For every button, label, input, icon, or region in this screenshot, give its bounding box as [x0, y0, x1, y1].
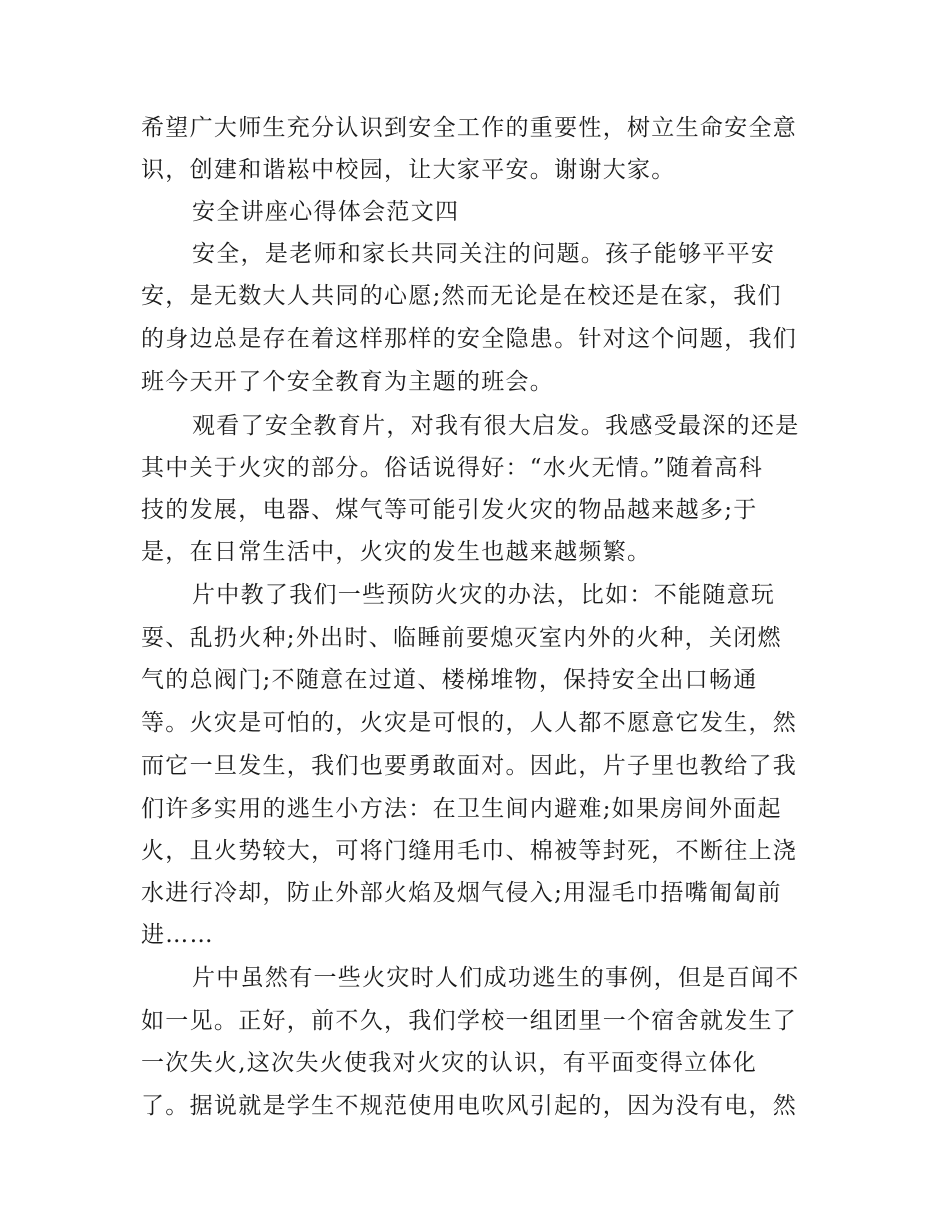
paragraph-line: 班今天开了个安全教育为主题的班会。 [141, 369, 555, 395]
paragraph-line: 一次失火,这次失火使我对火灾的认识，有平面变得立体化 [141, 1050, 758, 1076]
paragraph-line: 其中关于火灾的部分。俗话说得好：“水火无情。”随着高科 [141, 455, 764, 481]
paragraph-line: 火，且火势较大，可将门缝用毛巾、棉被等封死，不断往上浇 [141, 838, 798, 864]
paragraph-line: 气的总阀门;不随意在过道、楼梯堆物，保持安全出口畅通 [141, 667, 758, 693]
paragraph-line: 安全，是老师和家长共同关注的问题。孩子能够平平安 [192, 241, 776, 267]
paragraph-line: 希望广大师生充分认识到安全工作的重要性，树立生命安全意 [141, 115, 798, 141]
paragraph-line: 了。据说就是学生不规范使用电吹风引起的，因为没有电，然 [141, 1093, 798, 1119]
paragraph-line: 而它一旦发生，我们也要勇敢面对。因此，片子里也教给了我 [141, 753, 798, 779]
section-heading: 安全讲座心得体会范文四 [192, 199, 460, 225]
paragraph-line: 耍、乱扔火种;外出时、临睡前要熄灭室内外的火种，关闭燃 [141, 625, 782, 651]
paragraph-line: 水进行冷却，防止外部火焰及烟气侵入;用湿毛巾捂嘴匍匐前 [141, 880, 782, 906]
paragraph-line: 片中虽然有一些火灾时人们成功逃生的事例，但是百闻不 [192, 965, 800, 991]
paragraph-line: 观看了安全教育片，对我有很大启发。我感受最深的还是 [192, 413, 800, 439]
paragraph-line: 等。火灾是可怕的，火灾是可恨的，人人都不愿意它发生，然 [141, 710, 798, 736]
paragraph-line: 的身边总是存在着这样那样的安全隐患。针对这个问题，我们 [141, 326, 798, 352]
paragraph-line: 片中教了我们一些预防火灾的办法，比如：不能随意玩 [192, 582, 776, 608]
paragraph-line: 进…… [141, 922, 214, 948]
paragraph-line: 如一见。正好，前不久，我们学校一组团里一个宿舍就发生了 [141, 1008, 798, 1034]
paragraph-line: 技的发展，电器、煤气等可能引发火灾的物品越来越多;于 [141, 497, 758, 523]
paragraph-line: 安，是无数大人共同的心愿;然而无论是在校还是在家，我们 [141, 283, 782, 309]
paragraph-line: 识，创建和谐崧中校园，让大家平安。谢谢大家。 [141, 157, 676, 183]
paragraph-line: 是，在日常生活中，火灾的发生也越来越频繁。 [141, 539, 652, 565]
paragraph-line: 们许多实用的逃生小方法：在卫生间内避难;如果房间外面起 [141, 796, 782, 822]
